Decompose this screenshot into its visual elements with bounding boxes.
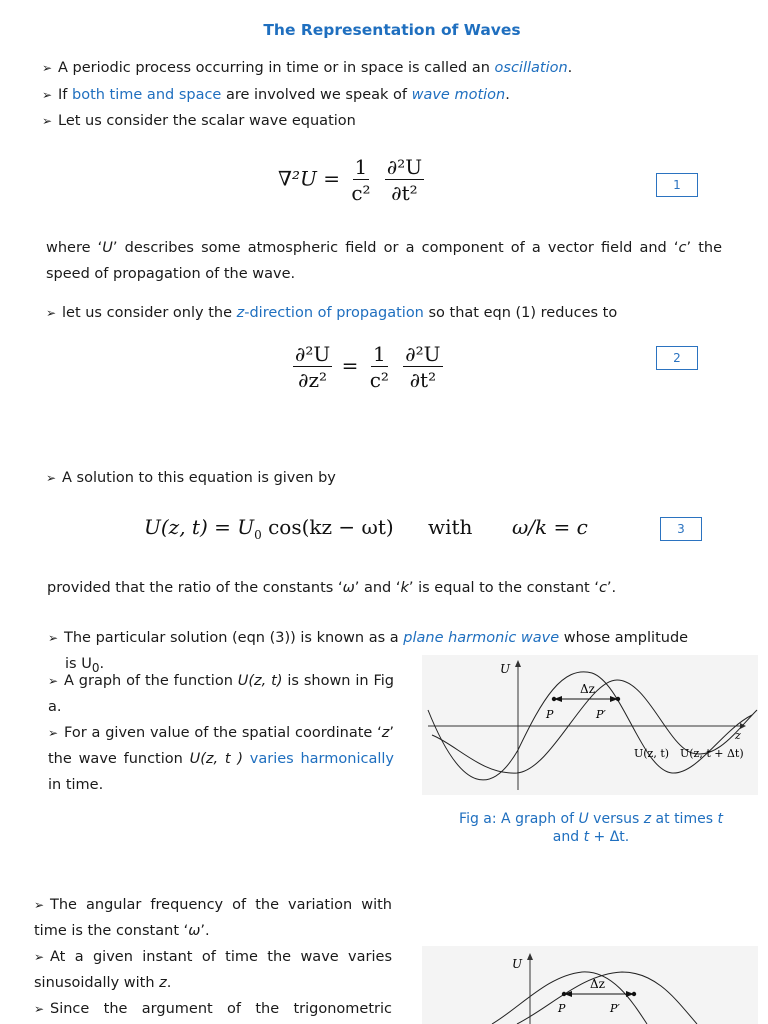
bullet-argument: ➢ Since the argument of the trigonometric (34, 996, 392, 1022)
equation-3-relation: ω/k = c (512, 515, 588, 539)
bullet-sinusoidal: ➢ At a given instant of time the wave varies sinusoidally with z. (34, 944, 392, 996)
arrow-bullet-icon: ➢ (34, 950, 45, 964)
arrow-bullet-icon: ➢ (48, 674, 59, 688)
label-delta-z: Δz (580, 682, 595, 696)
label-p-prime: P′ (596, 708, 606, 721)
figure-a-caption: Fig a: A graph of U versus z at times t and t + Δt. (459, 811, 723, 845)
equation-1: ∇²U = $\frac{1}{\text{c²}}$ $\frac{\text{∂²U}}{\text{∂t²}}$ (278, 155, 423, 205)
paragraph-where: where ‘U’ describes some atmospheric field or a component of a vector field and ‘c’ the speed of propagation of the wave. (46, 240, 722, 282)
bullet-scalar-equation: ➢ Let us consider the scalar wave equation (42, 113, 356, 129)
label-z: z (735, 729, 741, 742)
equation-number-1: 1 (656, 173, 698, 197)
arrow-bullet-icon: ➢ (48, 631, 59, 645)
label-u: U (500, 662, 511, 676)
label-delta-z: Δz (590, 977, 605, 991)
arrow-bullet-icon: ➢ (42, 114, 53, 128)
arrow-bullet-icon: ➢ (42, 61, 53, 75)
arrow-bullet-icon: ➢ (48, 726, 59, 740)
bullet-given-z: ➢ For a given value of the spatial coordinate ‘z’ the wave function U(z, t ) varies harmonically in time. (48, 720, 394, 798)
figure-b-wave-graph (422, 946, 758, 1024)
point-p-marker (552, 697, 556, 701)
bullet-wave-motion: ➢ If both time and space are involved we speak of wave motion. (42, 87, 510, 103)
arrow-bullet-icon: ➢ (46, 471, 57, 485)
equation-number-2: 2 (656, 346, 698, 370)
arrow-bullet-icon: ➢ (42, 88, 53, 102)
bullet-plane-harmonic: ➢ The particular solution (eqn (3)) is known as a plane harmonic wave whose amplitude (48, 630, 689, 646)
equation-2: $\frac{\text{∂²U}}{\text{∂z²}}$ = $\frac{1}{\text{c²}}$ $\frac{\text{∂²U}}{\text{∂t²}}$ (295, 342, 441, 392)
label-p: P (546, 708, 554, 721)
point-p-prime-marker (616, 697, 620, 701)
bullet-oscillation: ➢ A periodic process occurring in time or in space is called an oscillation. (42, 60, 573, 76)
bullet-angular-frequency: ➢ The angular frequency of the variation with time is the constant ‘ω’. (34, 892, 392, 944)
label-curve-1: U(z, t) (634, 747, 670, 760)
bullet-solution: ➢ A solution to this equation is given by (46, 470, 336, 486)
arrow-bullet-icon: ➢ (34, 898, 45, 912)
label-p-prime: P′ (610, 1002, 620, 1015)
arrow-bullet-icon: ➢ (34, 1002, 45, 1016)
bullet-graph: ➢ A graph of the function U(z, t) is shown in Fig a. (48, 668, 394, 720)
equation-3: U(z, $t) = U_0$ cos(kz − ωt) (144, 515, 394, 542)
arrow-bullet-icon: ➢ (46, 306, 57, 320)
bullet-plane-harmonic-line2: is $U_0$. (65, 656, 105, 675)
page-title: The Representation of Waves (263, 21, 521, 39)
equation-3-with: with (428, 515, 473, 539)
label-u: U (512, 957, 523, 971)
equation-number-3: 3 (660, 517, 702, 541)
label-curve-2: U(z, t + Δt) (680, 747, 744, 760)
bullet-z-direction: ➢ let us consider only the z-direction of propagation so that eqn (1) reduces to (46, 305, 618, 321)
paragraph-provided: provided that the ratio of the constants ‘ω’ and ‘k’ is equal to the constant ‘c’. (47, 580, 617, 596)
figure-a-wave-graph (422, 655, 758, 795)
label-p: P (558, 1002, 566, 1015)
